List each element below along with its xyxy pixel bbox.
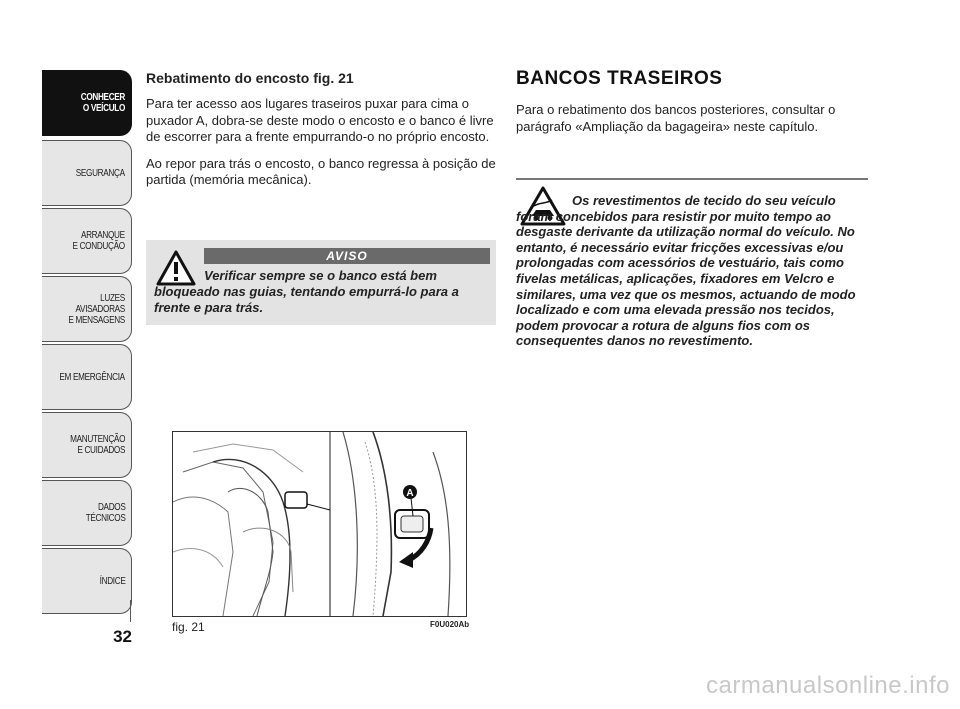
- note-divider: [516, 178, 868, 180]
- figure-marker-a: A: [406, 488, 414, 499]
- tab-label: DADOS TÉCNICOS: [85, 502, 125, 524]
- tab-indice[interactable]: [42, 548, 132, 614]
- intro-paragraph: Para o rebatimento dos bancos posteriores, consultar o parágrafo «Ampliação da bagageira» neste capítulo.: [516, 102, 836, 134]
- warning-title: AVISO: [204, 248, 490, 264]
- figure-caption: fig. 21: [172, 620, 205, 634]
- tab-label: MANUTENÇÃO E CUIDADOS: [69, 434, 125, 456]
- watermark: carmanualsonline.info: [706, 672, 950, 699]
- tab-label: SEGURANÇA: [76, 167, 125, 179]
- warning-text: [154, 268, 490, 316]
- tab-luzes-avisadoras[interactable]: [42, 276, 132, 342]
- warning-text-content: Verificar sempre se o banco está bem bloqueado nas guias, tentando empurrá-lo para a frente e para trás.: [154, 268, 459, 315]
- section-heading: Rebatimento do encosto fig. 21: [146, 70, 354, 86]
- tab-seguranca[interactable]: [42, 140, 132, 206]
- tab-em-emergencia[interactable]: [42, 344, 132, 410]
- warning-box: [146, 240, 496, 325]
- figure-code: F0U020Ab: [430, 620, 470, 629]
- tab-label: ÍNDICE: [99, 575, 125, 587]
- paragraph-1: Para ter acesso aos lugares traseiros puxar para cima o puxador A, dobra-se deste modo o encosto e o banco é livre de escorrer para a frente empurrando-o no próprio encosto.: [146, 96, 494, 144]
- page-number: 32: [113, 627, 132, 646]
- left-column: [146, 70, 496, 199]
- tab-label: CONHECER O VEÍCULO: [80, 92, 125, 114]
- right-column: [516, 68, 866, 145]
- tab-dados-tecnicos[interactable]: [42, 480, 132, 546]
- tab-label: ARRANQUE E CONDUÇÃO: [72, 230, 125, 252]
- tab-conhecer-o-veiculo[interactable]: [42, 70, 132, 136]
- seat-illustration: [173, 432, 466, 616]
- care-note: [516, 193, 872, 349]
- figure-21: [172, 431, 467, 617]
- page-title: BANCOS TRASEIROS: [516, 68, 723, 89]
- tab-manutencao-e-cuidados[interactable]: [42, 412, 132, 478]
- tab-label: EM EMERGÊNCIA: [59, 371, 125, 383]
- tab-label: LUZES AVISADORAS E MENSAGENS: [68, 292, 125, 326]
- sidebar-divider: [130, 600, 131, 622]
- care-note-content: Os revestimentos de tecido do seu veículo foram concebidos para resistir por muito tempo ao desgaste derivante da utilização normal do veículo. No entanto, é necessário evitar fricções excessivas e/ou prolongadas com acessórios de vestuário, tais como fivelas metálicas, aplicações, fixadores em Velcro e similares, uma vez que os mesmos, actuando de modo localizado e com uma elevada pressão nos tecidos, podem provocar a rotura de alguns fios com os consequentes danos no revestimento.: [516, 193, 856, 349]
- paragraph-2: Ao repor para trás o encosto, o banco regressa à posição de partida (memória mecânica).: [146, 155, 496, 187]
- tab-arranque-e-conducao[interactable]: [42, 208, 132, 274]
